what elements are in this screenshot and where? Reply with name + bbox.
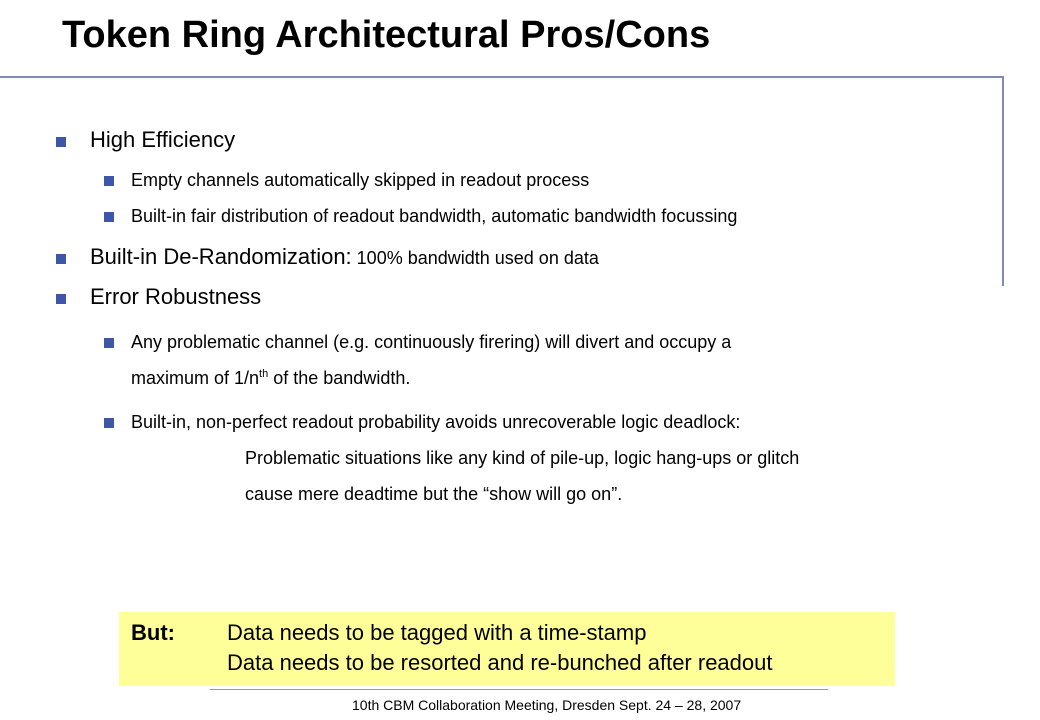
bullet-square-icon <box>104 338 114 348</box>
note-line-resorted: Data needs to be resorted and re-bunched after readout <box>227 650 773 675</box>
bullet-square-icon <box>104 176 114 186</box>
de-randomization-heading: Built-in De-Randomization: <box>90 244 352 269</box>
max-fraction-text: maximum of 1/n <box>131 368 260 388</box>
note-line-time-stamp: Data needs to be tagged with a time-stamp <box>227 620 647 645</box>
sub-bullet-non-perfect-readout: Built-in, non-perfect readout probability avoids unrecoverable logic deadlock: <box>131 412 741 432</box>
bullet-square-icon <box>56 294 66 304</box>
continuation-show-will-go-on: cause mere deadtime but the “show will go on”. <box>245 484 623 504</box>
sub-bullet-empty-channels: Empty channels automatically skipped in readout process <box>131 170 590 190</box>
footer-divider <box>210 689 828 690</box>
bullet-square-icon <box>56 137 66 147</box>
footer-text: 10th CBM Collaboration Meeting, Dresden Sept. 24 – 28, 2007 <box>352 697 742 713</box>
de-randomization-detail: 100% bandwidth used on data <box>351 248 599 268</box>
sub-bullet-problematic-channel-line2 <box>131 362 410 394</box>
frame-top-line <box>0 76 1004 78</box>
bullet-error-robustness: Error Robustness <box>90 284 262 309</box>
but-label: But: <box>131 620 175 645</box>
bullet-square-icon <box>104 418 114 428</box>
sub-bullet-problematic-channel-line1: Any problematic channel (e.g. continuously firering) will divert and occupy a <box>131 332 732 352</box>
frame-right-line <box>1002 76 1004 286</box>
but-note-box <box>119 612 895 686</box>
continuation-problematic-situations: Problematic situations like any kind of pile-up, logic hang-ups or glitch <box>245 448 800 468</box>
bandwidth-text: of the bandwidth. <box>268 368 411 388</box>
superscript-th: th <box>259 368 269 380</box>
bullet-square-icon <box>104 212 114 222</box>
bullet-de-randomization <box>90 244 599 270</box>
slide-title: Token Ring Architectural Pros/Cons <box>62 14 711 56</box>
bullet-high-efficiency: High Efficiency <box>90 127 236 152</box>
sub-bullet-fair-distribution: Built-in fair distribution of readout bandwidth, automatic bandwidth focussing <box>131 206 738 226</box>
bullet-square-icon <box>56 254 66 264</box>
